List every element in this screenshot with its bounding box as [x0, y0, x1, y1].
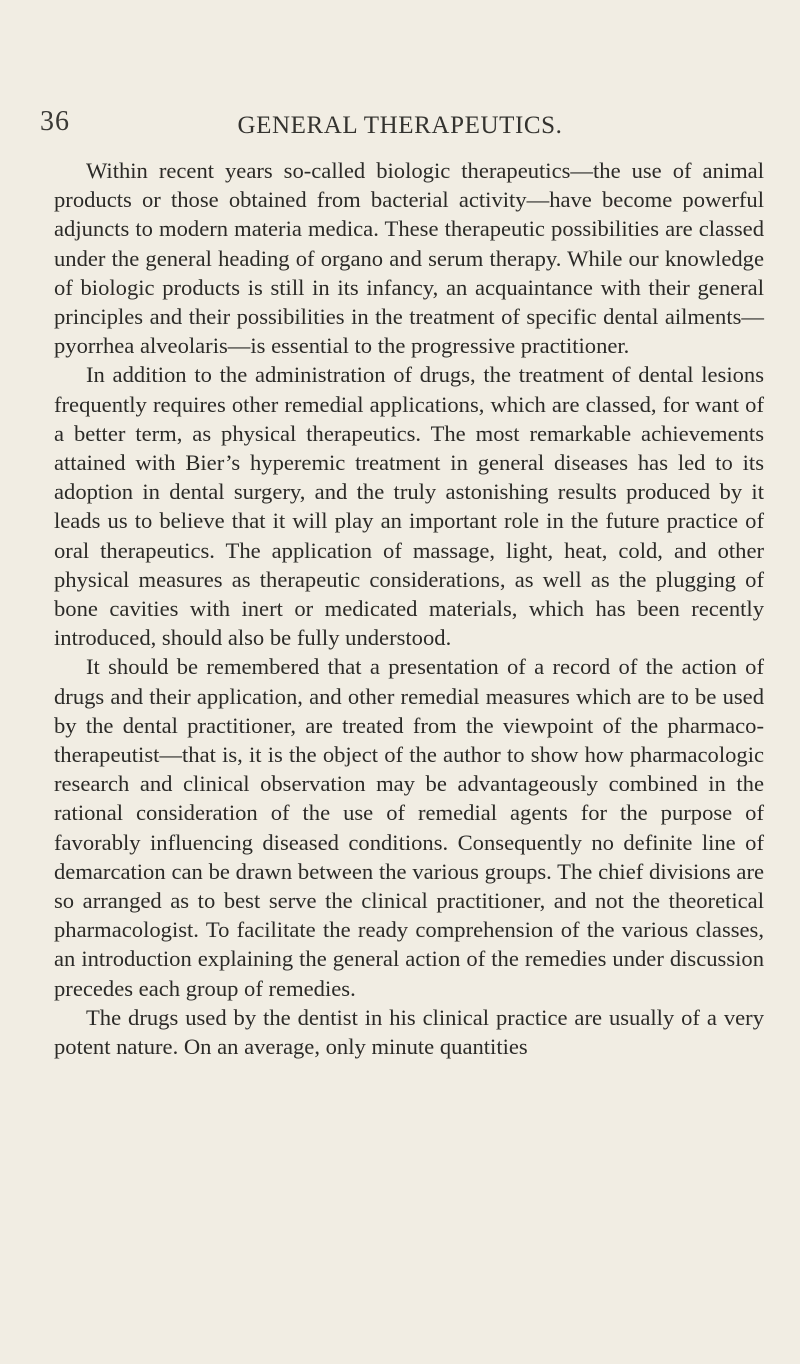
paragraph-1: Within recent years so-called biologic therapeutics—the use of animal products or those obtained from bacterial activity—have become powerful adjuncts to modern materia medica. These therapeutic possibilities are classed under the general heading of organo and serum therapy. While our knowledge of biologic products is still in its infancy, an acquaintance with their general principles and their possibilities in the treatment of specific dental ailments—pyorrhea alveolaris—is essential to the progressive practitioner. [54, 158, 764, 359]
paragraph-3: It should be remembered that a presentation of a record of the action of drugs and their application, and other remedial measures which are to be used by the dental practitioner, are treated from the viewpoint of the pharmaco-therapeutist—that is, it is the object of the author to show how pharmacologic research and clinical observation may be advantageously combined in the rational consideration of the use of remedial agents for the purpose of favorably influencing diseased conditions. Consequently no definite line of demarcation can be drawn between the various groups. The chief divisions are so arranged as to best serve the clinical practitioner, and not the theoretical pharmacologist. To facilitate the ready comprehension of the various classes, an introduction explaining the general action of the remedies under discussion precedes each group of remedies. [54, 654, 764, 1001]
page-number: 36 [40, 106, 70, 137]
body-text [54, 156, 764, 1061]
paragraph-4: The drugs used by the dentist in his clinical practice are usually of a very potent nature. On an average, only minute quantities [54, 1004, 764, 1060]
running-head: GENERAL THERAPEUTICS. [237, 112, 563, 139]
paragraph-2: In addition to the administration of drugs, the treatment of dental lesions frequently requires other remedial applications, which are classed, for want of a better term, as physical therapeutics. The most remarkable achievements attained with Bier’s hyperemic treatment in general diseases has led to its adoption in dental surgery, and the truly astonishing results produced by it leads us to believe that it will play an important role in the future practice of oral therapeutics. The application of massage, light, heat, cold, and other physical measures as therapeutic considerations, as well as the plugging of bone cavities with inert or medicated materials, which has been recently introduced, should also be fully understood. [54, 362, 764, 651]
